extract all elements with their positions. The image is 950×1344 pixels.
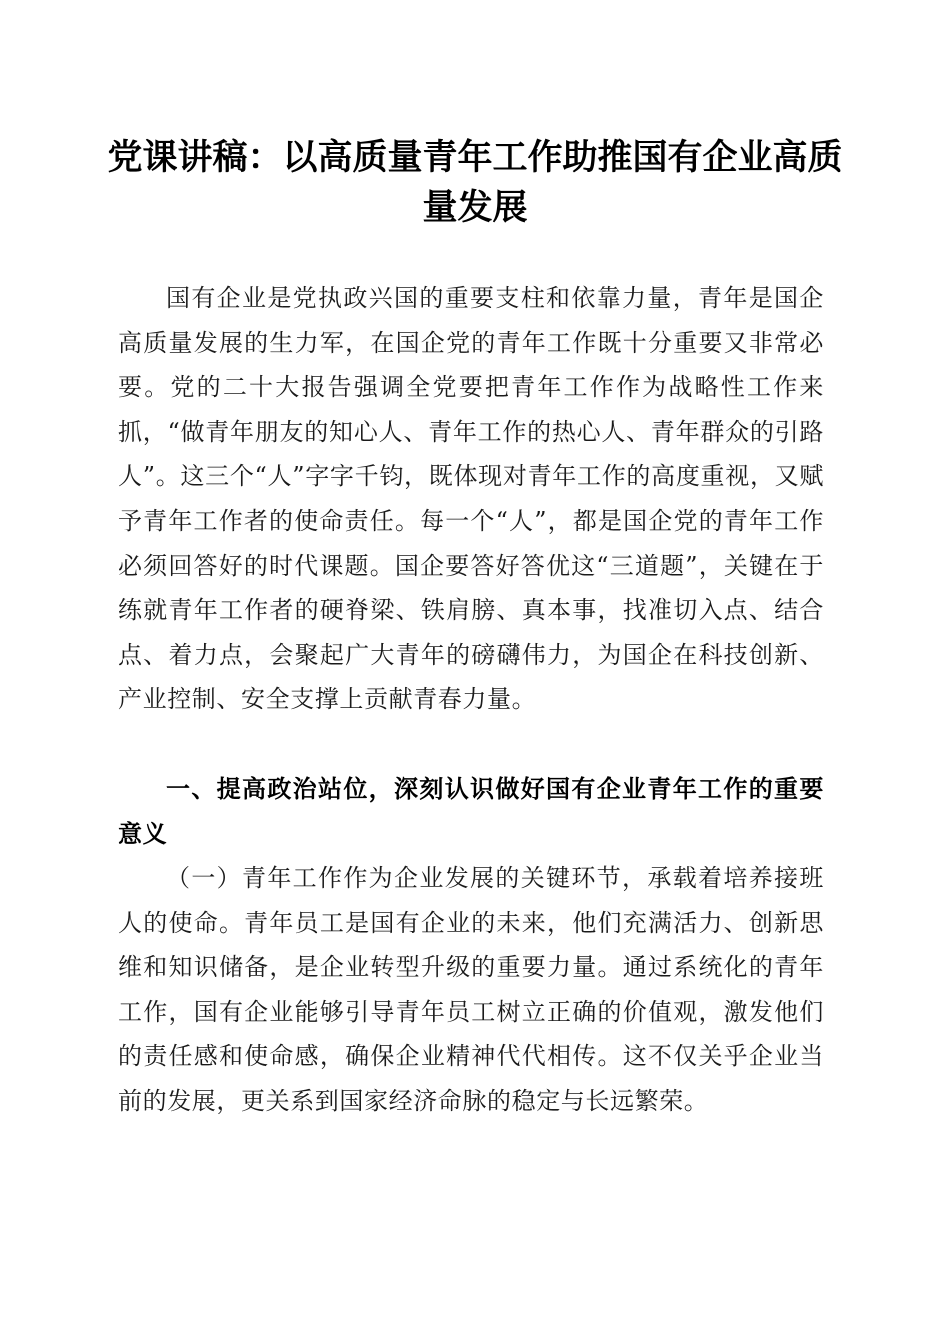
document-title: 党课讲稿：以高质量青年工作助推国有企业高质量发展 (107, 137, 843, 228)
intro-paragraph: 国有企业是党执政兴国的重要支柱和依靠力量，青年是国企高质量发展的生力军，在国企党的青年工作既十分重要又非常必要。党的二十大报告强调全党要把青年工作作为战略性工作来抓，“做青年朋友的知心人、青年工作的热心人、青年群众的引路人”。这三个“人”字字千钧，既体现对青年工作的高度重视，又赋予青年工作者的使命责任。每一个“人”，都是国企党的青年工作必须回答好的时代课题。国企要答好答优这“三道题”，关键在于练就青年工作者的硬脊梁、铁肩膀、真本事，找准切入点、结合点、着力点，会聚起广大青年的磅礴伟力，为国企在科技创新、产业控制、安全支撑上贡献青春力量。 (118, 284, 824, 714)
section-heading: 一、提高政治站位，深刻认识做好国有企业青年工作的重要意义 (118, 775, 824, 848)
subsection-paragraph: （一）青年工作作为企业发展的关键环节，承载着培养接班人的使命。青年员工是国有企业的未来，他们充满活力、创新思维和知识储备，是企业转型升级的重要力量。通过系统化的青年工作，国有企业能够引导青年员工树立正确的价值观，激发他们的责任感和使命感，确保企业精神代代相传。这不仅关乎企业当前的发展，更关系到国家经济命脉的稳定与长远繁荣。 (118, 864, 824, 1115)
